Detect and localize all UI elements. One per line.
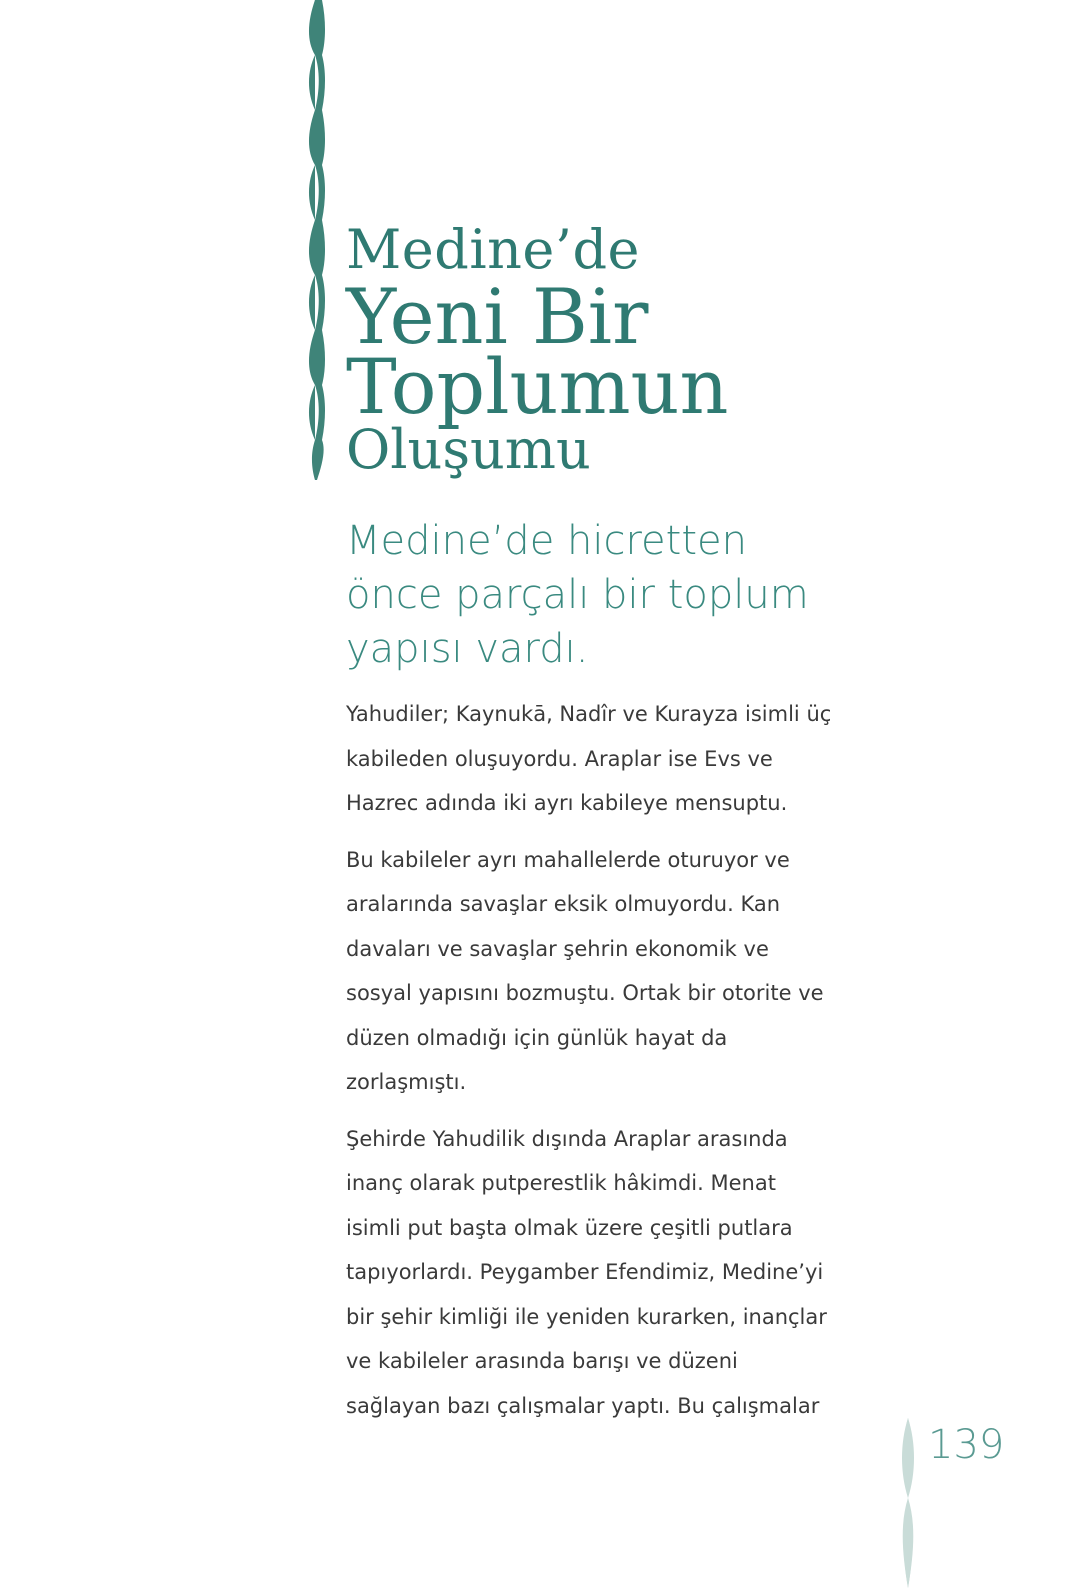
- paragraph-1: Yahudiler; Kaynukā, Nadîr ve Kurayza isimli üç kabileden oluşuyordu. Araplar ise Evs ve Hazrec adında iki ayrı kabileye mensuptu.: [346, 702, 832, 815]
- paragraph-3: Şehirde Yahudilik dışında Araplar arasında inanç olarak putperestlik hâkimdi. Menat isimli put başta olmak üzere çeşitli putlara tapıyorlardı. Peygamber Efendimiz, Medine’yi bir şehir kimliği ile yeniden kurarken, inançlar ve kabileler arasında barışı ve düzeni sağlayan bazı çalışmalar yaptı. Bu çalışmalar: [346, 1126, 827, 1418]
- body-text: [346, 692, 836, 1440]
- vertical-ornament: [300, 0, 330, 480]
- page-number: 139: [928, 1422, 1005, 1468]
- title-line-2: Yeni Bir: [346, 272, 649, 361]
- paragraph-2: Bu kabileler ayrı mahallelerde oturuyor ve aralarında savaşlar eksik olmuyordu. Kan davaları ve savaşlar şehrin ekonomik ve sosyal yapısını bozmuştu. Ortak bir otorite ve düzen olmadığı için günlük hayat da zorlaşmıştı.: [346, 847, 824, 1094]
- subheading: Medine’de hicretten önce parçalı bir toplum yapısı vardı.: [346, 518, 809, 672]
- page-number-ornament: [896, 1418, 920, 1588]
- chapter-title: [346, 218, 906, 481]
- title-line-1: Medine’de: [346, 218, 641, 281]
- title-line-4: Oluşumu: [346, 418, 591, 481]
- title-line-3: Toplumun: [346, 342, 729, 431]
